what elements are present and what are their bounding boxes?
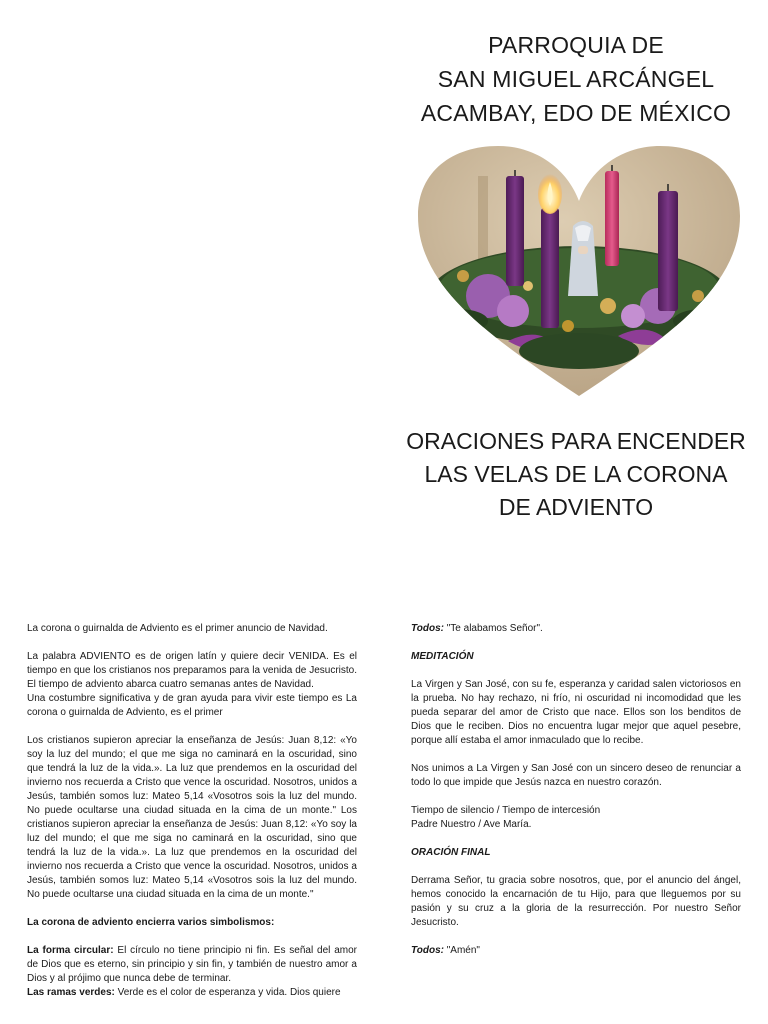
todos-label: Todos: (411, 945, 444, 956)
parish-header-line: ACAMBAY, EDO DE MÉXICO (420, 100, 732, 126)
circular-form-text: El círculo no tiene principio ni fin. Es señal del amor de Dios que es eterno, sin principio y sin fin, y también de nuestro amor a Dios y al prójimo que nunca debe de terminar. (27, 945, 357, 984)
todos-label: Todos: (411, 623, 444, 634)
green-branches-label: Las ramas verdes: (27, 987, 115, 998)
prayer-line: Padre Nuestro / Ave María. (411, 819, 532, 830)
amen-text: "Amén" (443, 945, 480, 956)
green-branches-paragraph (27, 986, 357, 1000)
advent-wreath-illustration (418, 146, 740, 398)
left-text-column (27, 622, 357, 1000)
light-teaching-paragraph: Los cristianos supieron apreciar la enseñanza de Jesús: Juan 8,12: «Yo soy la luz del mundo; el que me siga no caminará en la oscuridad, sino que tendrá la luz de la vida.». La luz que prendemos en la oscuridad del invierno nos recuerda a Cristo que vence la oscuridad. Nosotros, unidos a Jesús, también somos luz: Mateo 5,14 «Vosotros sois la luz del mundo. No puede ocultarse una ciudad situada en la cima de un monte." Los cristianos supieron apreciar la enseñanza de Jesús: Juan 8,12: «Yo soy la luz del mundo; el que me siga no caminará en la oscuridad, sino que tendrá la luz de la vida.». La luz que prendemos en la oscuridad del invierno nos recuerda a Cristo que vence la oscuridad. Nosotros, unidos a Jesús, también somos luz: Mateo 5,14 «Vosotros sois la luz del mundo. No puede ocultarse una ciudad situada en la cima de un monte." (27, 735, 357, 900)
todos-response (411, 622, 741, 636)
parish-header (400, 28, 752, 130)
green-branches-text: Verde es el color de esperanza y vida. Dios quiere (114, 987, 341, 998)
circular-form-label: La forma circular: (27, 945, 114, 956)
right-text-column (411, 622, 741, 972)
meditation-paragraph: La Virgen y San José, con su fe, esperanza y caridad salen victoriosos en la prueba. No hay rechazo, ni frío, ni oscuridad ni incomodidad que les pueda separar del amor de Cristo que nace. Ellos son los benditos de Dios que le reciben. Dios no encuentra lugar mejor que aquel pesebre, porque allí estaba el amor inmaculado que lo recibe. (411, 679, 741, 746)
advent-wreath-heart-photo (418, 146, 740, 398)
booklet-title-line: ORACIONES PARA ENCENDER (406, 428, 746, 454)
advent-meaning-paragraph: La palabra ADVIENTO es de origen latín y quiere decir VENIDA. Es el tiempo en que los cristianos nos preparamos para la venida de Jesucristo. El tiempo de adviento abarca cuatro semanas antes de Navidad. (27, 651, 357, 690)
symbolism-heading: La corona de adviento encierra varios simbolismos: (27, 917, 275, 928)
circular-form-paragraph (27, 944, 357, 986)
todos-amen-response (411, 944, 741, 958)
parish-header-line: PARROQUIA DE (488, 32, 664, 58)
parish-header-line: SAN MIGUEL ARCÁNGEL (437, 66, 715, 92)
silence-line: Tiempo de silencio / Tiempo de intercesión (411, 805, 601, 816)
meditation-paragraph-2: Nos unimos a La Virgen y San José con un sincero deseo de renunciar a todo lo que impide que Jesús nazca en nuestro corazón. (411, 763, 741, 788)
intro-paragraph: La corona o guirnalda de Adviento es el primer anuncio de Navidad. (27, 623, 328, 634)
booklet-title-line: LAS VELAS DE LA CORONA (424, 461, 728, 487)
custom-paragraph: Una costumbre significativa y de gran ayuda para vivir este tiempo es La corona o guirnalda de Adviento, es el primer (27, 693, 357, 718)
todos-text: "Te alabamos Señor". (443, 623, 543, 634)
meditation-heading: MEDITACIÓN (411, 651, 474, 662)
booklet-title-line: DE ADVIENTO (498, 494, 654, 520)
final-prayer-heading: ORACIÓN FINAL (411, 847, 491, 858)
booklet-title (400, 425, 752, 524)
final-prayer-paragraph: Derrama Señor, tu gracia sobre nosotros, que, por el anuncio del ángel, hemos conocido la encarnación de tu Hijo, para que lleguemos por su pasión y su cruz a la gloria de la resurrección. Por nuestro Señor Jesucristo. (411, 875, 741, 928)
